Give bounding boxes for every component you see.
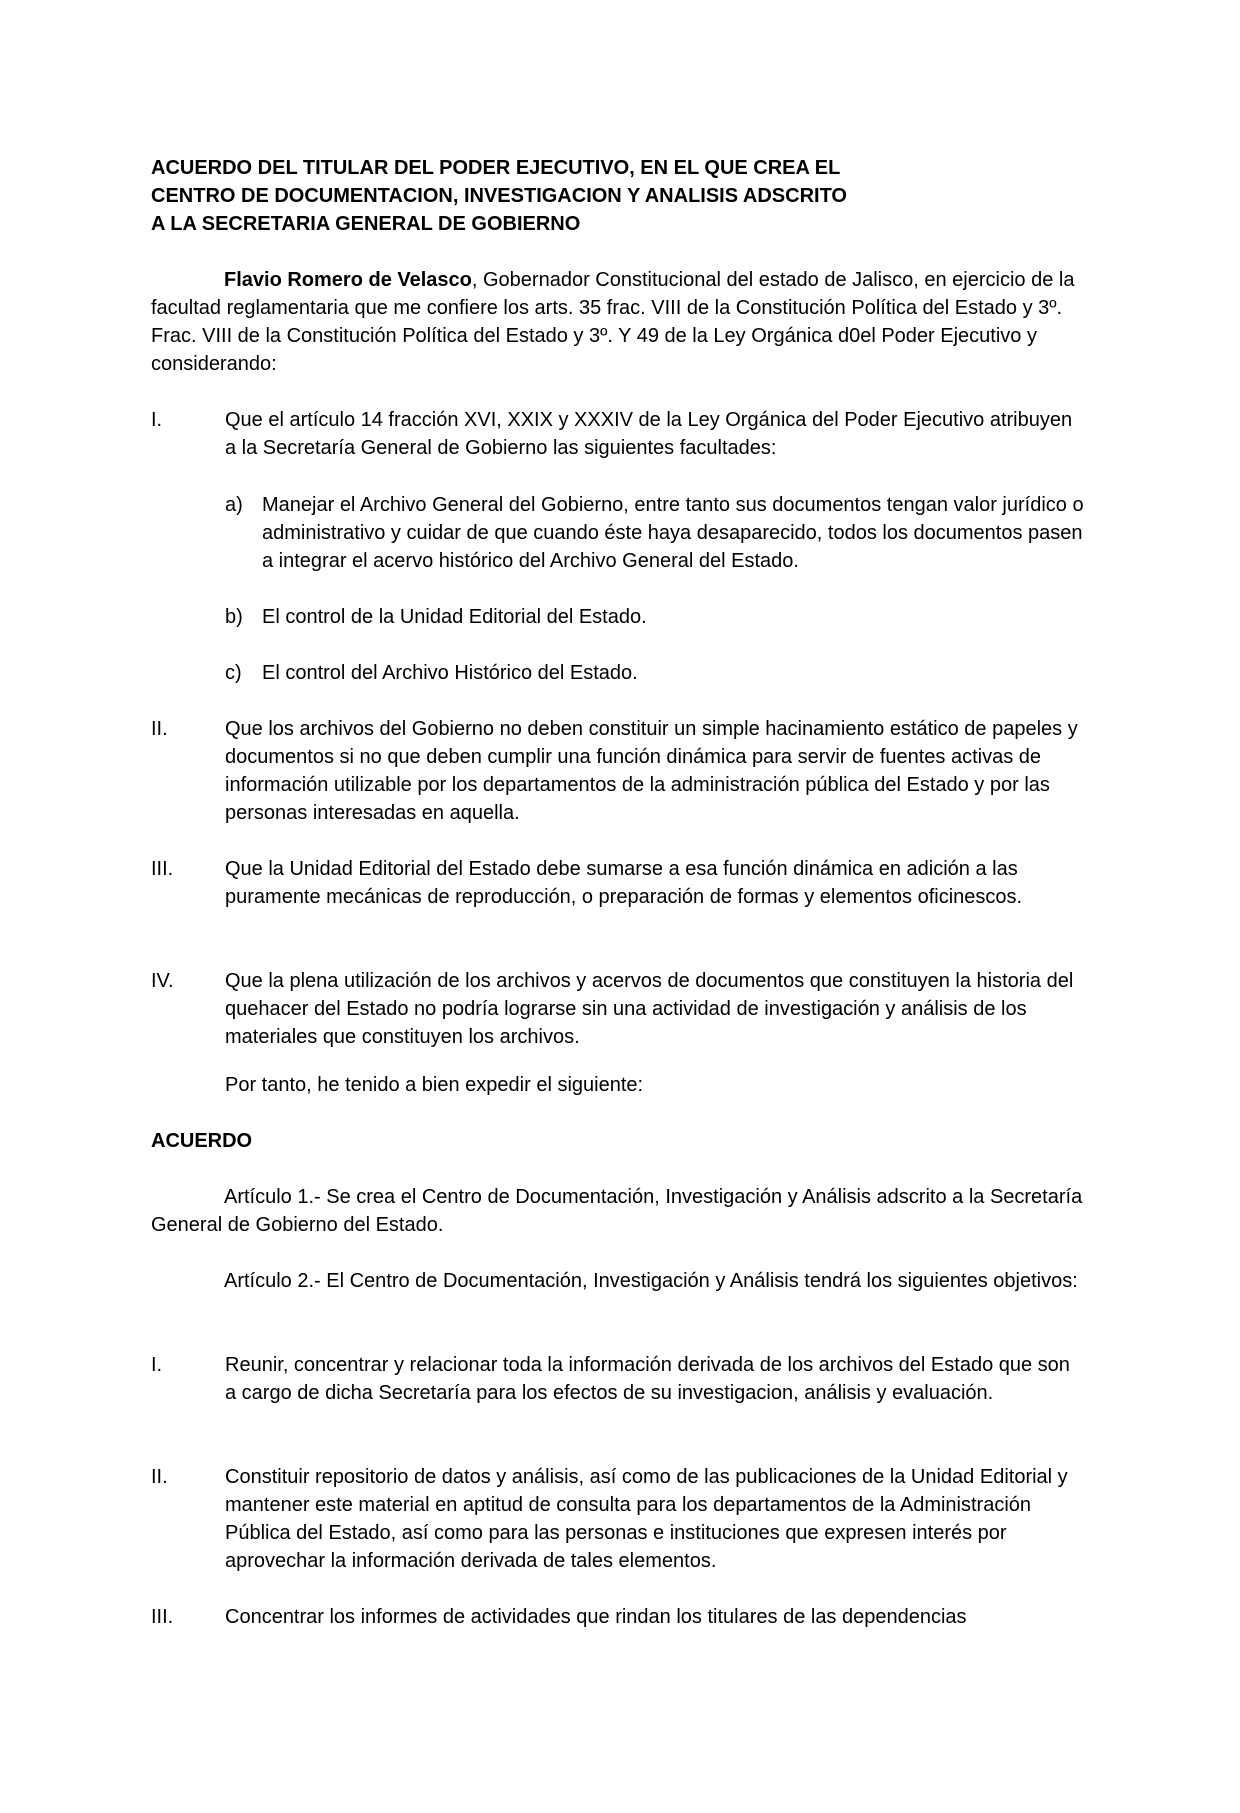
item-number: II. <box>151 718 168 740</box>
governor-name: Flavio Romero de Velasco <box>224 269 472 291</box>
subitem-letter: c) <box>225 662 242 684</box>
item-text: Concentrar los informes de actividades que rindan los titulares de las dependencias <box>225 1606 967 1628</box>
por-tanto-text: Por tanto, he tenido a bien expedir el siguiente: <box>225 1074 644 1096</box>
item-text: Que la Unidad Editorial del Estado debe sumarse a esa función dinámica en adición a las puramente mecánicas de reproducción, o preparación de formas y elementos oficinescos. <box>225 858 1023 908</box>
item-number: I. <box>151 409 163 431</box>
articulo-1: Artículo 1.- Se crea el Centro de Documentación, Investigación y Análisis adscrito a la Secretaría General de Gobierno del Estado. <box>151 1186 1083 1236</box>
item-text: Constituir repositorio de datos y análisis, así como de las publicaciones de la Unidad Editorial y mantener este material en aptitud de consulta para los departamentos de la Administración Pública del Estado, así como para las personas e instituciones que expresen interés por aprovechar la información derivada de tales elementos. <box>225 1466 1068 1572</box>
item-number: III. <box>151 1606 174 1628</box>
title-line-3: A LA SECRETARIA GENERAL DE GOBIERNO <box>151 213 581 235</box>
intro-text: , Gobernador Constitucional del estado de Jalisco, en ejercicio de la facultad reglamentaria que me confiere los arts. 35 frac. VIII de la Constitución Política del Estado y 3º. Frac. VIII de la Constitución Política del Estado y 3º. Y 49 de la Ley Orgánica d0el Poder Ejecutivo y considerando: <box>151 269 1075 375</box>
item-text: Que los archivos del Gobierno no deben constituir un simple hacinamiento estático de papeles y documentos si no que deben cumplir una función dinámica para servir de fuentes activas de información utilizable por los departamentos de la administración pública del Estado y por las personas interesadas en aquella. <box>225 718 1078 824</box>
item-number: I. <box>151 1354 163 1376</box>
subitem-text: El control de la Unidad Editorial del Estado. <box>262 606 647 628</box>
title-line-1: ACUERDO DEL TITULAR DEL PODER EJECUTIVO, EN EL QUE CREA EL <box>151 157 841 179</box>
subitem-text: El control del Archivo Histórico del Estado. <box>262 662 638 684</box>
subitem-letter: a) <box>225 494 243 516</box>
item-number: III. <box>151 858 174 880</box>
document-title <box>151 154 1111 238</box>
subitem-text: Manejar el Archivo General del Gobierno, entre tanto sus documentos tengan valor jurídico o administrativo y cuidar de que cuando éste haya desaparecido, todos los documentos pasen a integrar el acervo histórico del Archivo General del Estado. <box>262 494 1084 572</box>
item-number: IV. <box>151 970 174 992</box>
item-text: Que la plena utilización de los archivos y acervos de documentos que constituyen la historia del quehacer del Estado no podría lograrse sin una actividad de investigación y análisis de los materiales que constituyen los archivos. <box>225 970 1074 1048</box>
item-number: II. <box>151 1466 168 1488</box>
subitem-letter: b) <box>225 606 243 628</box>
title-line-2: CENTRO DE DOCUMENTACION, INVESTIGACION Y ANALISIS ADSCRITO <box>151 185 847 207</box>
acuerdo-heading: ACUERDO <box>151 1130 253 1152</box>
item-text: Reunir, concentrar y relacionar toda la información derivada de los archivos del Estado que son a cargo de dicha Secretaría para los efectos de su investigacion, análisis y evaluación. <box>225 1354 1070 1404</box>
item-text: Que el artículo 14 fracción XVI, XXIX y XXXIV de la Ley Orgánica del Poder Ejecutivo atribuyen a la Secretaría General de Gobierno las siguientes facultades: <box>225 409 1073 459</box>
articulo-2: Artículo 2.- El Centro de Documentación, Investigación y Análisis tendrá los siguientes objetivos: <box>224 1270 1078 1292</box>
intro-paragraph <box>151 266 1091 378</box>
